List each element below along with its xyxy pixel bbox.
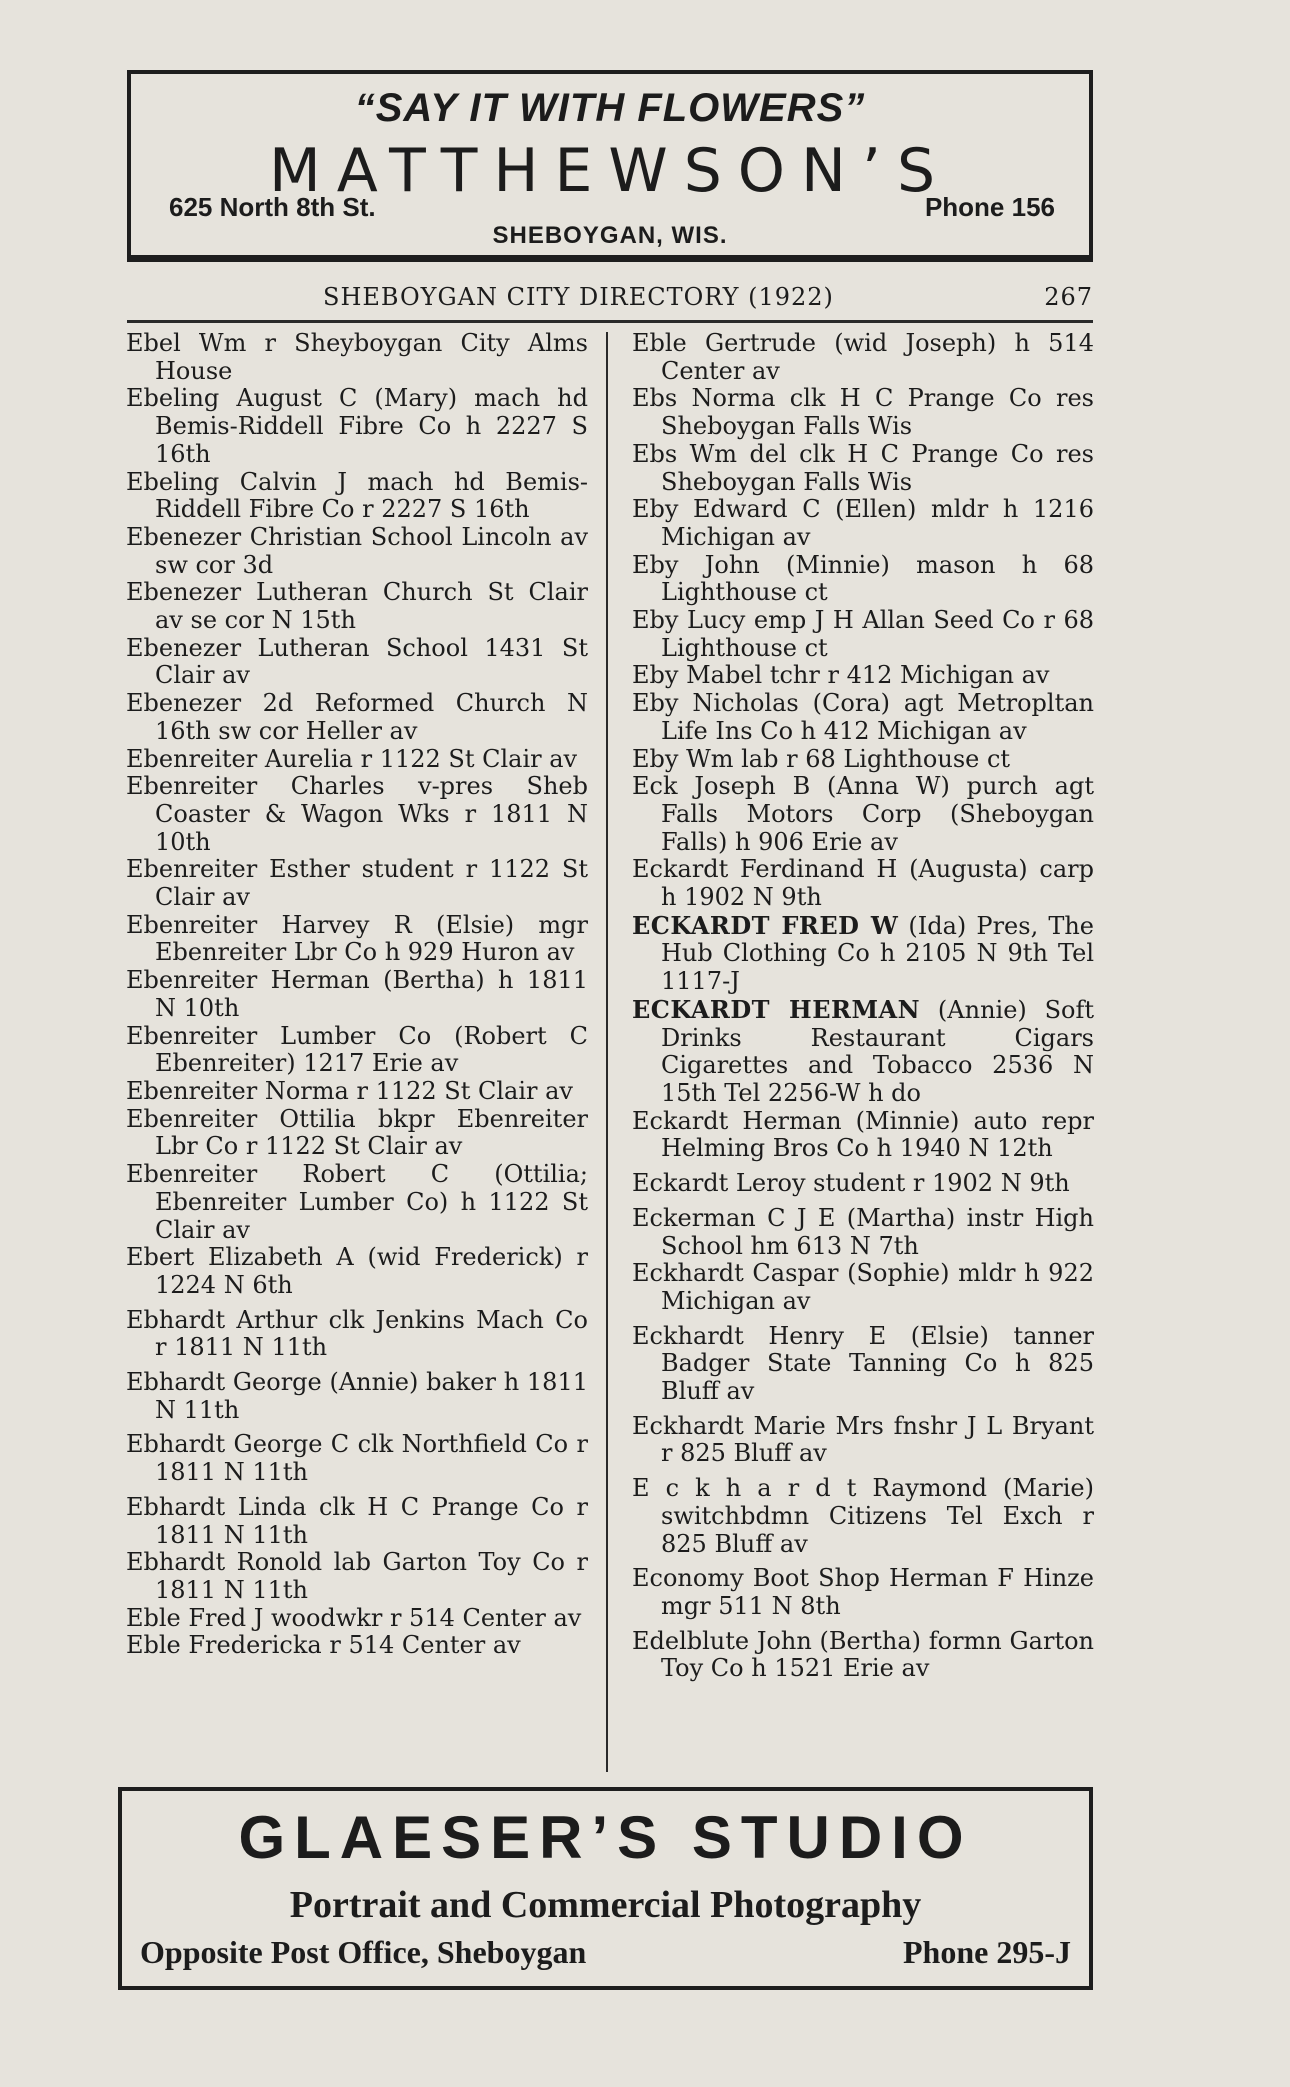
entry-text: (Ida) Pres, The Hub Clothing Co h 2105 N 9th Tel 1117-J xyxy=(661,911,1094,996)
ad-address: 625 North 8th St. xyxy=(169,192,376,222)
ad-studio-name: GLAESER’S STUDIO xyxy=(238,1804,973,1871)
directory-entry-featured xyxy=(632,996,1094,1108)
right-column xyxy=(632,330,1094,1683)
directory-entry: Eckerman C J E (Martha) instr High School hm 613 N 7th xyxy=(632,1203,1094,1260)
directory-entry: Ebeling Calvin J mach hd Bemis-Riddell Fibre Co r 2227 S 16th xyxy=(126,467,588,524)
directory-entry: Ebenreiter Aurelia r 1122 St Clair av xyxy=(126,744,578,773)
directory-entry: Ebenezer Lutheran School 1431 St Clair av xyxy=(126,633,588,690)
photo-studio-advertisement xyxy=(118,1787,1093,1990)
directory-entry: Ebhardt Ronold lab Garton Toy Co r 1811 N 11th xyxy=(126,1548,588,1604)
page-number: 267 xyxy=(1044,283,1093,311)
directory-entry: Eby Mabel tchr r 412 Michigan av xyxy=(632,661,1050,690)
directory-entry: Ebhardt Linda clk H C Prange Co r 1811 N 11th xyxy=(126,1492,588,1549)
directory-entry: Eckhardt Caspar (Sophie) mldr h 922 Michigan av xyxy=(632,1259,1094,1315)
ad-phone: Phone 295-J xyxy=(903,1934,1071,1970)
directory-entry: Ebenreiter Ottilia bkpr Ebenreiter Lbr Co r 1122 St Clair av xyxy=(126,1104,588,1161)
flower-shop-advertisement xyxy=(127,70,1093,262)
entry-text: (Annie) Soft Drinks Restaurant Cigars Cigarettes and Tobacco 2536 N 15th Tel 2256-W h do xyxy=(661,995,1095,1107)
directory-entry: Eble Gertrude (wid Joseph) h 514 Center av xyxy=(632,329,1094,385)
directory-entry: Economy Boot Shop Herman F Hinze mgr 511 N 8th xyxy=(632,1564,1094,1620)
directory-entry: Ebel Wm r Sheyboygan City Alms House xyxy=(126,329,588,385)
directory-entry-featured xyxy=(632,912,1094,996)
directory-entry: Eckardt Herman (Minnie) auto repr Helming Bros Co h 1940 N 12th xyxy=(632,1106,1094,1163)
directory-entry: Ebhardt Arthur clk Jenkins Mach Co r 1811 N 11th xyxy=(126,1305,588,1362)
directory-entry: Ebs Norma clk H C Prange Co res Sheboygan Falls Wis xyxy=(632,384,1094,441)
directory-entry: Eck Joseph B (Anna W) purch agt Falls Motors Corp (Sheboygan Falls) h 906 Erie av xyxy=(632,772,1094,856)
column-divider xyxy=(606,332,608,1772)
directory-entry: Ebeling August C (Mary) mach hd Bemis-Riddell Fibre Co h 2227 S 16th xyxy=(126,384,588,468)
directory-entry: Eckhardt Henry E (Elsie) tanner Badger State Tanning Co h 825 Bluff av xyxy=(632,1321,1094,1406)
directory-entry: Ebenezer Lutheran Church St Clair av se cor N 15th xyxy=(126,578,588,635)
ad-location: Opposite Post Office, Sheboygan xyxy=(140,1934,587,1970)
directory-entry: E c k h a r d t Raymond (Marie) switchbdmn Citizens Tel Exch r 825 Bluff av xyxy=(632,1474,1094,1558)
directory-title: SHEBOYGAN CITY DIRECTORY (1922) xyxy=(323,283,834,311)
directory-entry: Ebhardt George C clk Northfield Co r 1811 N 11th xyxy=(126,1430,588,1487)
directory-entry: Ebenreiter Herman (Bertha) h 1811 N 10th xyxy=(126,966,588,1022)
directory-entry: Ebenreiter Robert C (Ottilia; Ebenreiter Lumber Co) h 1122 St Clair av xyxy=(126,1160,588,1244)
directory-entry: Ebenreiter Esther student r 1122 St Clair av xyxy=(126,855,588,912)
directory-entry: Ebenezer 2d Reformed Church N 16th sw cor Heller av xyxy=(126,689,588,745)
directory-entry: Eby Nicholas (Cora) agt Metropltan Life Ins Co h 412 Michigan av xyxy=(632,689,1094,745)
directory-entry: Ebenreiter Norma r 1122 St Clair av xyxy=(126,1076,573,1105)
left-column xyxy=(126,330,588,1660)
directory-entry: Eckardt Leroy student r 1902 N 9th xyxy=(632,1169,1070,1198)
directory-entry: Eckardt Ferdinand H (Augusta) carp h 1902 N 9th xyxy=(632,855,1094,912)
directory-entry: Eby Lucy emp J H Allan Seed Co r 68 Lighthouse ct xyxy=(632,606,1094,662)
ad-phone: Phone 156 xyxy=(924,192,1055,222)
directory-entry: Ebhardt George (Annie) baker h 1811 N 11th xyxy=(126,1368,588,1424)
directory-entry: Eby John (Minnie) mason h 68 Lighthouse ct xyxy=(632,550,1094,607)
directory-entry: Ebert Elizabeth A (wid Frederick) r 1224 N 6th xyxy=(126,1243,588,1299)
entry-bold-name: ECKARDT FRED W xyxy=(632,910,899,940)
directory-entry: Ebenreiter Lumber Co (Robert C Ebenreiter) 1217 Erie av xyxy=(126,1021,588,1078)
ad-city: SHEBOYGAN, WIS. xyxy=(492,222,728,249)
running-header xyxy=(127,283,1093,315)
directory-entry: Ebenezer Christian School Lincoln av sw cor 3d xyxy=(126,522,588,579)
directory-entry: Eble Fred J woodwkr r 514 Center av xyxy=(126,1603,582,1632)
ad-slogan: “SAY IT WITH FLOWERS” xyxy=(354,86,866,130)
directory-entry: Eble Fredericka r 514 Center av xyxy=(126,1631,521,1660)
ad-tagline: Portrait and Commercial Photography xyxy=(289,1884,922,1926)
directory-entry: Eby Edward C (Ellen) mldr h 1216 Michigan av xyxy=(632,495,1094,551)
directory-entry: Ebenreiter Harvey R (Elsie) mgr Ebenreiter Lbr Co h 929 Huron av xyxy=(126,910,588,967)
header-divider xyxy=(127,320,1093,323)
ad-business-name: MATTHEWSON’S xyxy=(268,136,952,206)
entry-bold-name: ECKARDT HERMAN xyxy=(632,994,921,1024)
directory-entry: Eby Wm lab r 68 Lighthouse ct xyxy=(632,744,1011,773)
directory-entry: Eckhardt Marie Mrs fnshr J L Bryant r 825 Bluff av xyxy=(632,1411,1094,1468)
directory-entry: Edelblute John (Bertha) formn Garton Toy Co h 1521 Erie av xyxy=(632,1626,1094,1683)
directory-entry: Ebenreiter Charles v-pres Sheb Coaster & Wagon Wks r 1811 N 10th xyxy=(126,772,588,856)
directory-entry: Ebs Wm del clk H C Prange Co res Sheboygan Falls Wis xyxy=(632,439,1094,496)
